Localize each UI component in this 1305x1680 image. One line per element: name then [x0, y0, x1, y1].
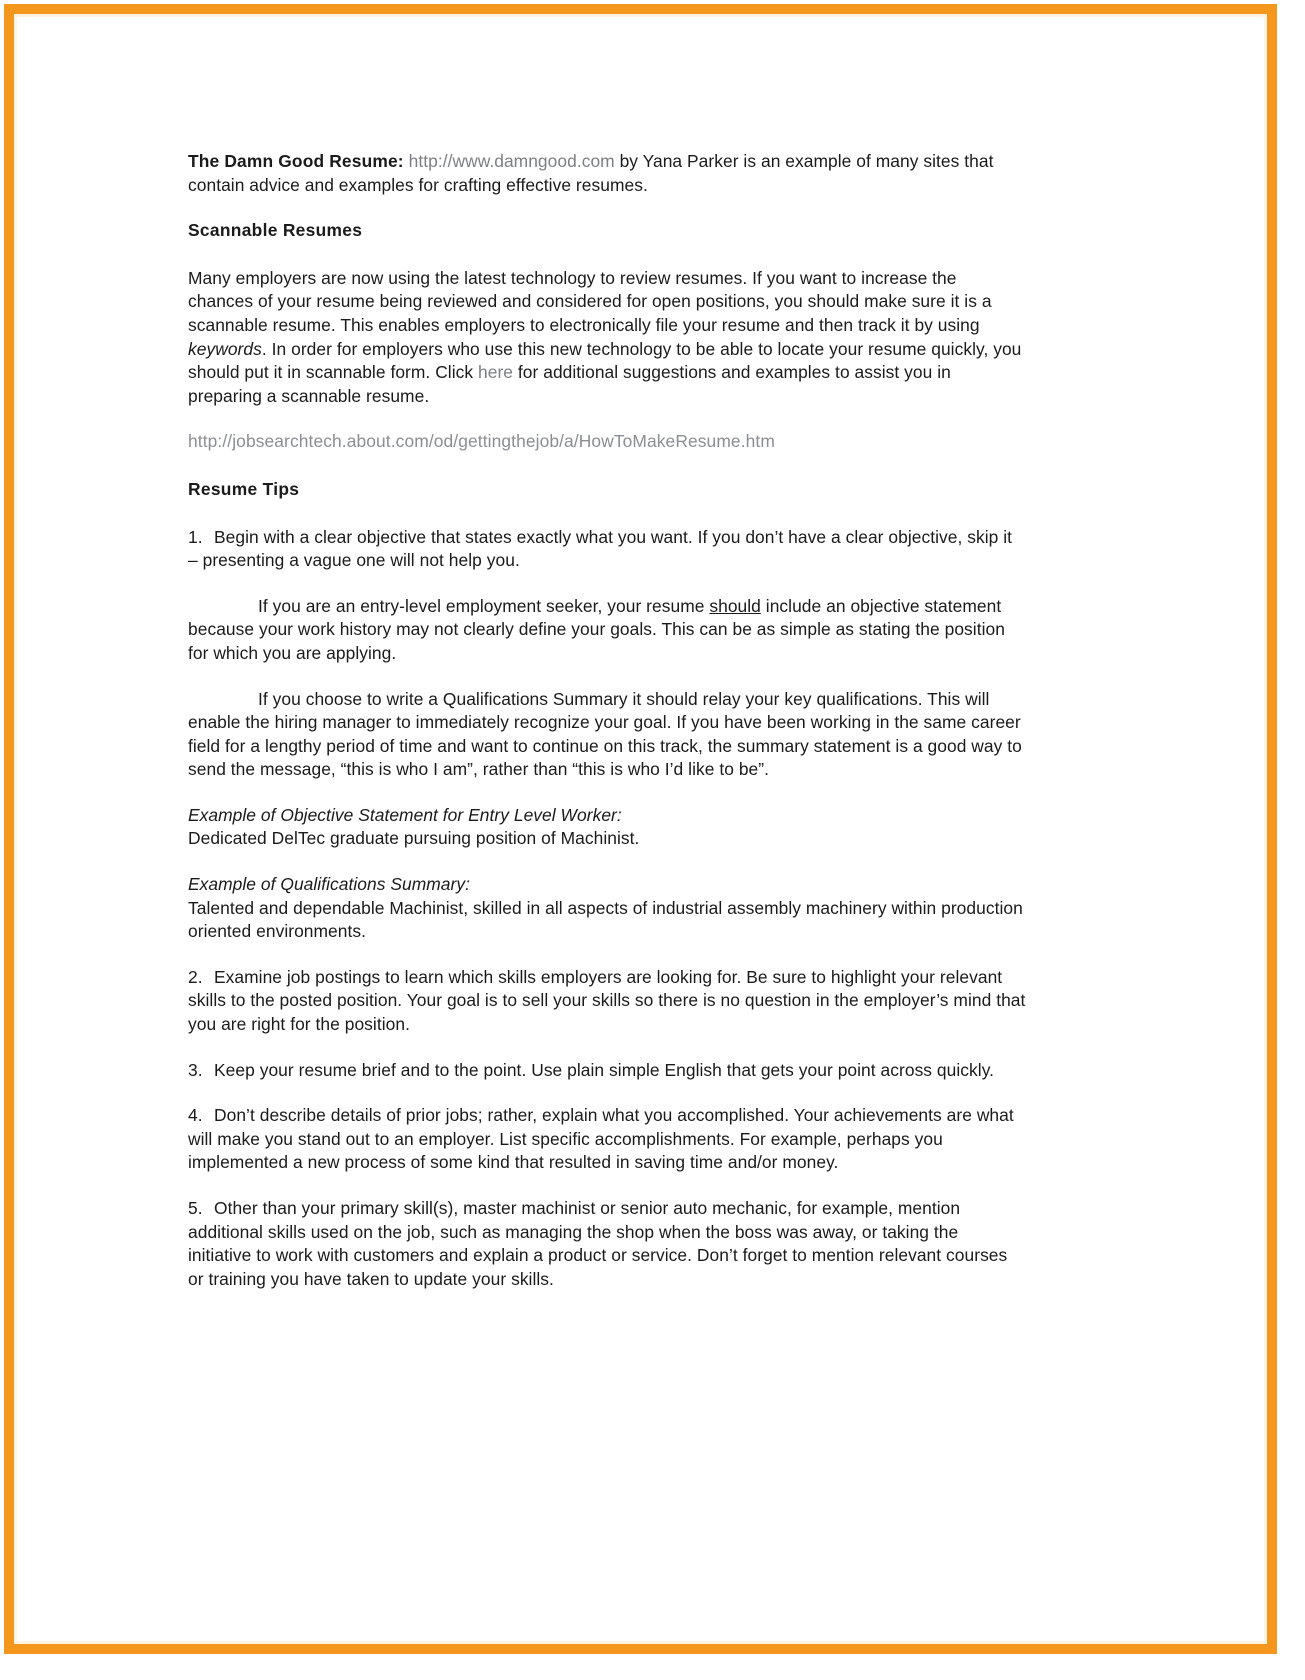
tip-number-2: 2.	[188, 966, 203, 987]
scannable-text-part-2: . In order for employers who use this new technology to be able to locate your resume quickly, you should put it in scannable form. Click	[188, 338, 1022, 383]
keywords-emphasis: keywords	[188, 338, 262, 359]
entry-level-part-1: If you are an entry-level employment seeker, your resume	[258, 595, 710, 616]
damn-good-resume-label: The Damn Good Resume:	[188, 151, 404, 171]
tip-text-4: Don’t describe details of prior jobs; rather, explain what you accomplished. Your achievements are what will make you stand out to an employer. List specific accomplishments. For example, perhaps you implemented a new process of some kind that resulted in saving time and/or money.	[188, 1105, 1014, 1173]
jobsearchtech-url-link[interactable]: http://jobsearchtech.about.com/od/gettingthejob/a/HowToMakeResume.htm	[188, 431, 775, 452]
damngood-url-link[interactable]: http://www.damngood.com	[408, 151, 615, 171]
tip-text-1: Begin with a clear objective that states exactly what you want. If you don’t have a clear objective, skip it – presenting a vague one will not help you.	[188, 526, 1013, 571]
example-objective-block	[188, 804, 1026, 851]
heading-scannable-resumes: Scannable Resumes	[188, 220, 363, 241]
tip-text-5: Other than your primary skill(s), master machinist or senior auto mechanic, for example, mention additional skills used on the job, such as managing the shop when the boss was away, or taking the initiative to work with customers and explain a product or service. Don’t forget to mention relevant courses or training you have taken to update your skills.	[188, 1198, 1008, 1289]
tip-item-4	[188, 1104, 1026, 1175]
entry-level-paragraph	[188, 595, 1026, 666]
entry-level-part-2: include an objective statement because your work history may not clearly define your goals. This can be as simple as stating the position for which you are applying.	[188, 595, 1005, 663]
example-qualifications-title: Example of Qualifications Summary:	[188, 874, 470, 895]
example-qualifications-body: Talented and dependable Machinist, skilled in all aspects of industrial assembly machinery within production oriented environments.	[188, 897, 1023, 942]
scannable-text-part-3: for additional suggestions and examples to assist you in preparing a scannable resume.	[188, 362, 951, 406]
example-objective-body: Dedicated DelTec graduate pursuing position of Machinist.	[188, 828, 640, 849]
tip-text-3: Keep your resume brief and to the point. Use plain simple English that gets your point across quickly.	[214, 1059, 995, 1080]
scannable-body-paragraph	[188, 267, 1026, 409]
intro-rest-text: by Yana Parker is an example of many sites that contain advice and examples for crafting effective resumes.	[188, 151, 994, 195]
tip-item-5	[188, 1197, 1026, 1291]
heading-resume-tips: Resume Tips	[188, 478, 300, 499]
tip-number-1: 1.	[188, 526, 203, 547]
tip-item-3	[188, 1059, 1026, 1083]
should-emphasis: should	[709, 595, 761, 616]
tip-text-2: Examine job postings to learn which skills employers are looking for. Be sure to highlight your relevant skills to the posted position. Your goal is to sell your skills so there is no question in the employer’s mind that you are right for the position.	[188, 966, 1026, 1035]
tip-number-3: 3.	[188, 1059, 203, 1080]
tip-number-4: 4.	[188, 1105, 203, 1126]
scannable-text-part-1: Many employers are now using the latest technology to review resumes. If you want to increase the chances of your resume being reviewed and considered for open positions, you should make sure it is a scannable resume. This enables employers to electronically file your resume and then track it by using	[188, 267, 992, 335]
tip-number-5: 5.	[188, 1198, 203, 1218]
tip-item-1	[188, 526, 1026, 573]
document-content	[188, 150, 1026, 1313]
example-objective-title: Example of Objective Statement for Entry Level Worker:	[188, 804, 622, 825]
tip-item-2	[188, 966, 1026, 1037]
here-link[interactable]: here	[478, 362, 514, 383]
intro-paragraph	[188, 150, 1026, 197]
qualifications-summary-paragraph: If you choose to write a Qualifications Summary it should relay your key qualifications. This will enable the hiring manager to immediately recognize your goal. If you have been working in the same career field for a lengthy period of time and want to continue on this track, the summary statement is a good way to send the message, “this is who I am”, rather than “this is who I’d like to be”.	[188, 688, 1022, 780]
example-qualifications-block	[188, 873, 1026, 944]
